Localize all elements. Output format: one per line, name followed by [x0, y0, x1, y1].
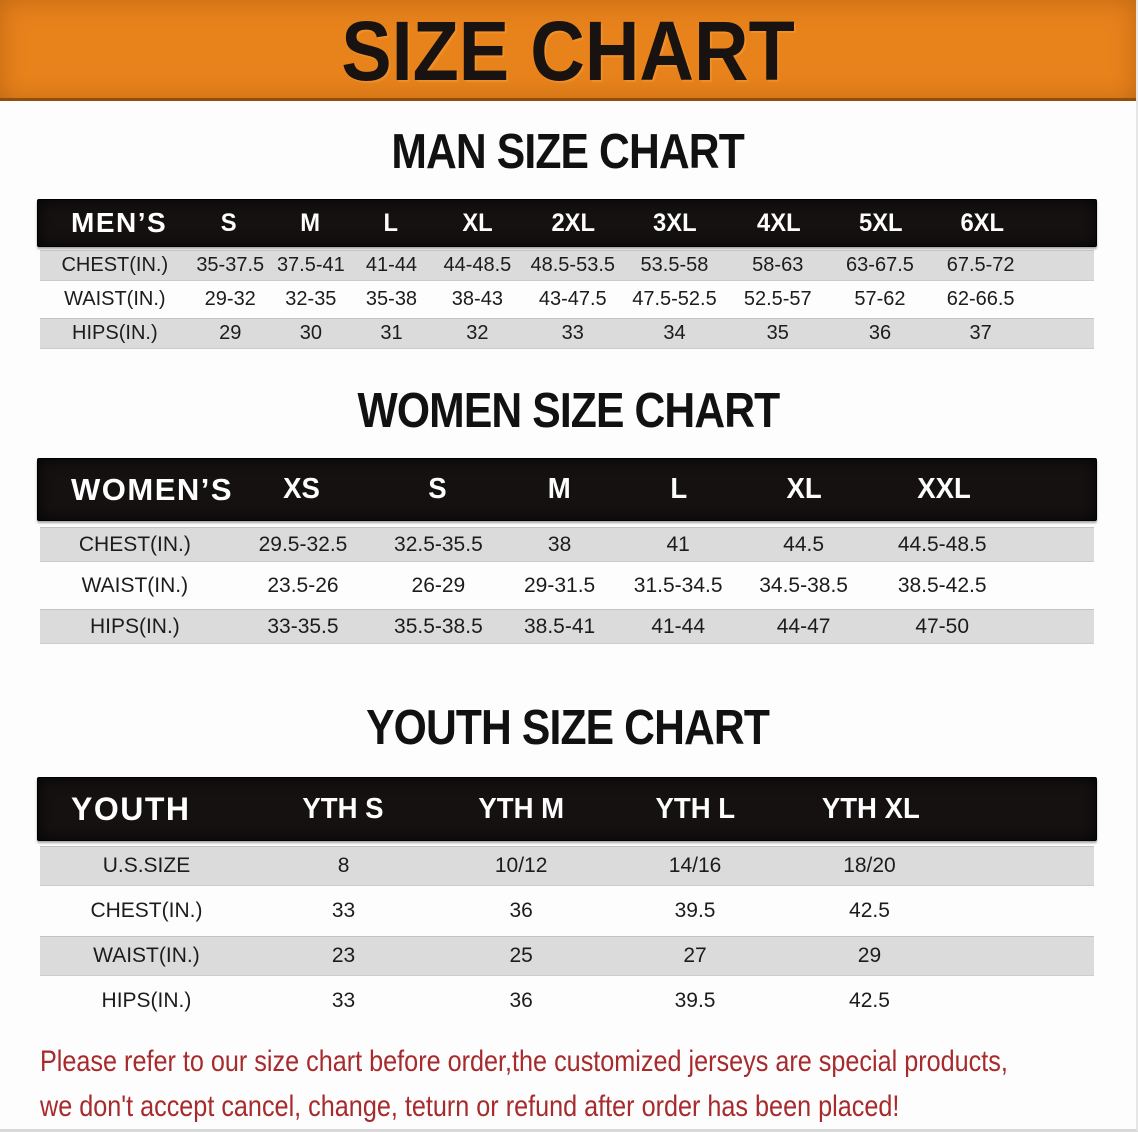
- cell-value: 33: [561, 322, 584, 344]
- cell-value: 31: [380, 322, 403, 344]
- youth-table-row: [40, 981, 1094, 1021]
- women-column-header: XXL: [916, 473, 971, 505]
- youth-section-title-text: YOUTH SIZE CHART: [366, 701, 770, 755]
- cell-value: 35-38: [365, 288, 418, 310]
- cell-value: 42.5: [849, 899, 890, 922]
- cell-value: 37: [969, 322, 992, 344]
- women-column-header: M: [548, 473, 572, 505]
- cell-value: 41-44: [365, 254, 418, 276]
- cell-value: 38: [547, 532, 572, 556]
- cell-value: 35-37.5: [196, 254, 265, 276]
- cell-value: 8: [337, 854, 350, 877]
- cell-value: 37.5-41: [276, 254, 345, 276]
- cell-value: 32: [466, 322, 489, 344]
- cell-value: 41-44: [651, 614, 706, 638]
- men-table-row: [40, 250, 1094, 281]
- cell-value: 62-66.5: [946, 288, 1015, 310]
- cell-value: 44.5: [783, 532, 825, 556]
- youth-size-table: [40, 777, 1094, 1021]
- cell-value: 48.5-53.5: [530, 254, 616, 276]
- youth-column-header: YTH XL: [821, 792, 920, 825]
- cell-value: 44.5-48.5: [897, 532, 987, 556]
- women-size-table: [40, 458, 1094, 644]
- men-size-table: [40, 199, 1094, 349]
- cell-value: 43-47.5: [538, 288, 607, 310]
- cell-value: 33: [331, 989, 356, 1012]
- cell-value: 32-35: [285, 288, 337, 310]
- row-label: HIPS(IN.): [89, 614, 180, 638]
- youth-table-row: [40, 846, 1094, 886]
- cell-value: 36: [868, 322, 892, 344]
- cell-value: 35: [766, 322, 789, 344]
- women-header-label: WOMEN’S: [71, 471, 234, 507]
- cell-value: 67.5-72: [946, 254, 1015, 276]
- men-column-header: 6XL: [960, 208, 1004, 237]
- cell-value: 58-63: [752, 254, 804, 276]
- youth-table-row: [40, 891, 1094, 931]
- row-label: HIPS(IN.): [101, 989, 192, 1012]
- cell-value: 31.5-34.5: [633, 573, 723, 597]
- youth-column-header: YTH S: [302, 792, 384, 825]
- order-policy-note: [40, 1039, 1136, 1129]
- row-label: CHEST(IN.): [90, 899, 203, 922]
- cell-value: 25: [509, 944, 533, 967]
- men-column-header: M: [299, 208, 320, 237]
- women-section-title-text: WOMEN SIZE CHART: [357, 384, 779, 438]
- youth-header-label: YOUTH: [71, 790, 191, 827]
- cell-value: 47.5-52.5: [632, 288, 717, 310]
- cell-value: 36: [509, 899, 533, 922]
- men-column-header: 4XL: [756, 208, 801, 237]
- cell-value: 29.5-32.5: [258, 532, 348, 556]
- women-column-header: XS: [283, 473, 321, 505]
- cell-value: 33: [331, 899, 356, 922]
- cell-value: 44-47: [776, 614, 831, 638]
- cell-value: 52.5-57: [743, 288, 812, 310]
- women-column-header: XL: [786, 473, 823, 505]
- cell-value: 10/12: [494, 854, 548, 877]
- cell-value: 33-35.5: [267, 614, 339, 638]
- cell-value: 34.5-38.5: [759, 573, 848, 597]
- note-line-2: we don't accept cancel, change, teturn or refund after order has been placed!: [40, 1090, 900, 1123]
- banner: [0, 0, 1136, 101]
- men-column-header: 5XL: [859, 208, 903, 237]
- women-table-row: [40, 609, 1094, 644]
- men-column-header: S: [221, 208, 237, 237]
- cell-value: 36: [509, 989, 533, 1012]
- cell-value: 41: [666, 532, 690, 556]
- cell-value: 26-29: [411, 573, 466, 597]
- men-table-row: [40, 284, 1094, 315]
- men-table-row: [40, 318, 1094, 349]
- banner-title: SIZE CHART: [341, 3, 795, 98]
- cell-value: 29: [857, 944, 882, 967]
- cell-value: 23.5-26: [267, 573, 339, 597]
- cell-value: 18/20: [843, 854, 896, 877]
- cell-value: 32.5-35.5: [394, 532, 483, 556]
- cell-value: 39.5: [674, 899, 716, 922]
- row-label: WAIST(IN.): [81, 573, 189, 597]
- women-table-row: [40, 527, 1094, 562]
- row-label: WAIST(IN.): [93, 944, 200, 967]
- cell-value: 63-67.5: [846, 254, 914, 276]
- cell-value: 42.5: [849, 989, 890, 1012]
- women-table-row: [40, 568, 1094, 603]
- men-section-title-text: MAN SIZE CHART: [391, 125, 745, 179]
- cell-value: 29-31.5: [523, 573, 596, 597]
- row-label: CHEST(IN.): [78, 532, 191, 556]
- cell-value: 38-43: [451, 288, 503, 310]
- women-column-header: S: [428, 473, 448, 505]
- men-column-header: L: [383, 208, 399, 237]
- row-label: WAIST(IN.): [64, 288, 166, 310]
- cell-value: 29: [219, 322, 242, 344]
- youth-size-section: [0, 701, 1136, 1021]
- cell-value: 30: [299, 322, 322, 344]
- row-label: CHEST(IN.): [61, 254, 169, 276]
- youth-column-header: YTH M: [478, 792, 564, 825]
- women-header-row: [37, 458, 1097, 521]
- cell-value: 47-50: [915, 614, 970, 638]
- cell-value: 14/16: [668, 854, 722, 877]
- cell-value: 23: [331, 944, 356, 967]
- cell-value: 38.5-42.5: [897, 573, 987, 597]
- men-section-title: [0, 125, 1136, 179]
- row-label: U.S.SIZE: [102, 854, 191, 877]
- cell-value: 29-32: [204, 288, 256, 310]
- youth-section-title: [0, 701, 1136, 755]
- cell-value: 27: [683, 944, 707, 967]
- cell-value: 44-48.5: [443, 254, 512, 276]
- youth-column-header: YTH L: [655, 792, 736, 825]
- cell-value: 57-62: [854, 288, 906, 310]
- cell-value: 35.5-38.5: [394, 614, 483, 638]
- men-column-header: 3XL: [653, 208, 697, 237]
- youth-table-row: [40, 936, 1094, 976]
- men-column-header: 2XL: [550, 208, 595, 237]
- cell-value: 38.5-41: [523, 614, 596, 638]
- men-header-row: [37, 199, 1097, 247]
- men-column-header: XL: [461, 208, 493, 237]
- women-size-section: [0, 384, 1136, 644]
- cell-value: 53.5-58: [640, 254, 709, 276]
- note-line-1: Please refer to our size chart before order,the customized jerseys are special products,: [40, 1045, 1008, 1078]
- cell-value: 34: [663, 322, 686, 344]
- row-label: HIPS(IN.): [72, 322, 158, 344]
- cell-value: 39.5: [674, 989, 716, 1012]
- women-section-title: [0, 384, 1136, 438]
- youth-header-row: [37, 777, 1097, 841]
- men-header-label: MEN’S: [71, 207, 168, 238]
- women-column-header: L: [670, 473, 687, 505]
- men-size-section: [0, 125, 1136, 349]
